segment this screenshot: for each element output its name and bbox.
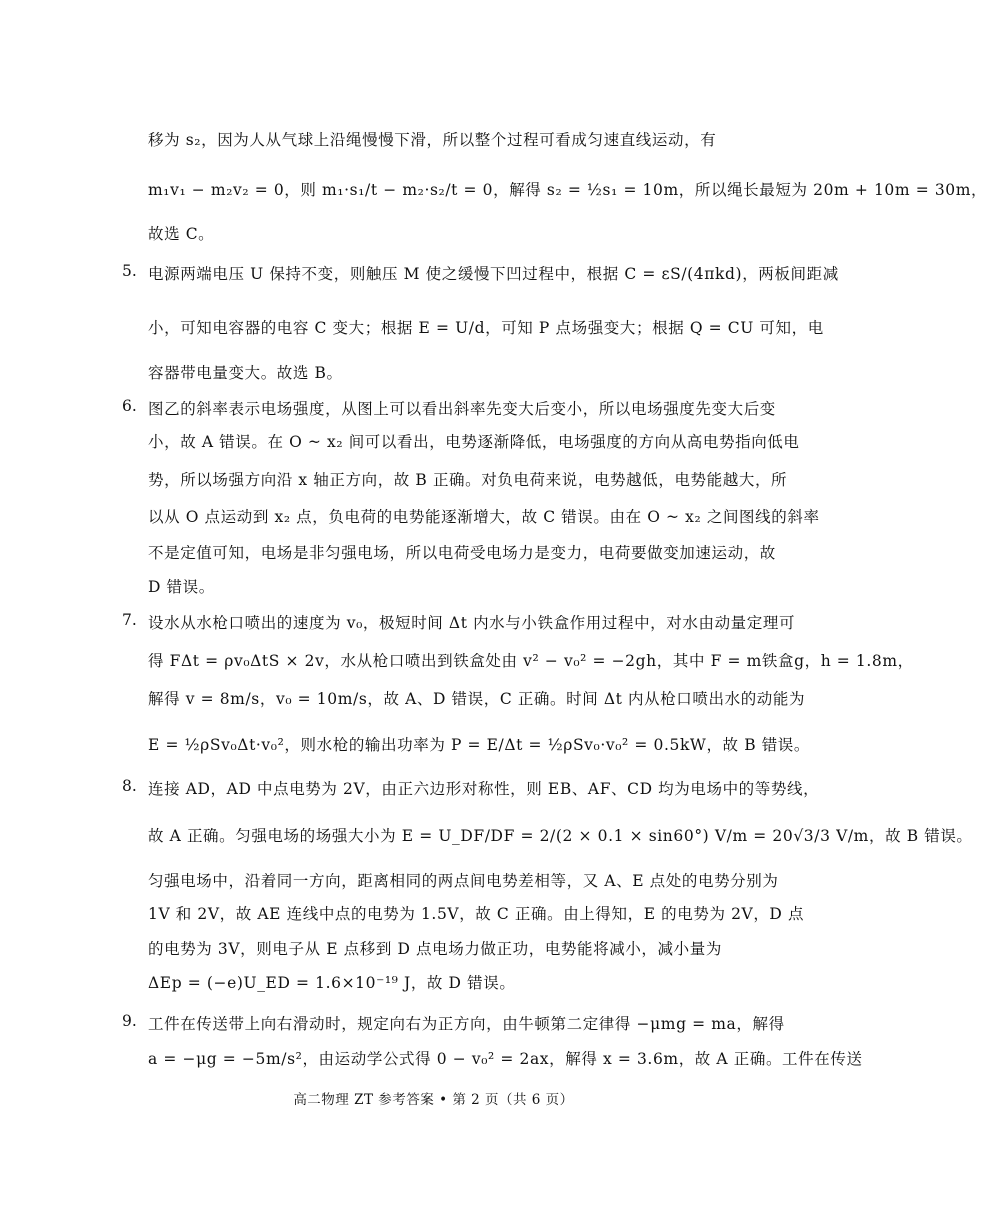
text-line: a = −μg = −5m/s²，由运动学公式得 0 − v₀² = 2ax，解得 x = 3.6m，故 A 正确。工件在传送 bbox=[148, 1050, 863, 1068]
text-line: 故选 C。 bbox=[148, 225, 215, 243]
text-line: 容器带电量变大。故选 B。 bbox=[148, 364, 343, 382]
item-number: 5. bbox=[122, 262, 137, 280]
text-line: 移为 s₂，因为人从气球上沿绳慢慢下滑，所以整个过程可看成匀速直线运动，有 bbox=[148, 131, 717, 149]
text-line: 的电势为 3V，则电子从 E 点移到 D 点电场力做正功，电势能将减小，减小量为 bbox=[148, 940, 722, 958]
text-line: 电源两端电压 U 保持不变，则触压 M 使之缓慢下凹过程中，根据 C = εS/(4πkd)，两板间距减 bbox=[148, 265, 839, 283]
page-footer: 高二物理 ZT 参考答案 • 第 2 页（共 6 页） bbox=[293, 1092, 574, 1108]
text-line: E = ½ρSv₀Δt·v₀²，则水枪的输出功率为 P = E/Δt = ½ρSv₀·v₀² = 0.5kW，故 B 错误。 bbox=[148, 736, 811, 754]
text-line: 故 A 正确。匀强电场的场强大小为 E = U_DF/DF = 2/(2 × 0.1 × sin60°) V/m = 20√3/3 V/m，故 B 错误。 bbox=[148, 827, 973, 845]
item-number: 9. bbox=[122, 1012, 137, 1030]
text-line: 设水从水枪口喷出的速度为 v₀，极短时间 Δt 内水与小铁盒作用过程中，对水由动量定理可 bbox=[148, 614, 796, 632]
text-line: m₁v₁ − m₂v₂ = 0，则 m₁·s₁/t − m₂·s₂/t = 0，解得 s₂ = ½s₁ = 10m，所以绳长最短为 20m + 10m = 30m， bbox=[148, 181, 987, 199]
text-line: 图乙的斜率表示电场强度，从图上可以看出斜率先变大后变小，所以电场强度先变大后变 bbox=[148, 400, 776, 418]
item-number: 6. bbox=[122, 397, 137, 415]
text-line: 得 FΔt = ρv₀ΔtS × 2v，水从枪口喷出到铁盒处由 v² − v₀² = −2gh，其中 F = m铁盒g，h = 1.8m， bbox=[148, 652, 914, 670]
text-line: 工件在传送带上向右滑动时，规定向右为正方向，由牛顿第二定律得 −μmg = ma，解得 bbox=[148, 1015, 785, 1033]
text-line: 匀强电场中，沿着同一方向，距离相同的两点间电势差相等，又 A、E 点处的电势分别为 bbox=[148, 872, 779, 890]
text-line: 1V 和 2V，故 AE 连线中点的电势为 1.5V，故 C 正确。由上得知，E 的电势为 2V，D 点 bbox=[148, 905, 805, 923]
text-line: ΔEp = (−e)U_ED = 1.6×10⁻¹⁹ J，故 D 错误。 bbox=[148, 974, 516, 992]
item-number: 7. bbox=[122, 611, 137, 629]
text-line: 小，故 A 错误。在 O ~ x₂ 间可以看出，电势逐渐降低，电场强度的方向从高电势指向低电 bbox=[148, 433, 800, 451]
text-line: 解得 v = 8m/s，v₀ = 10m/s，故 A、D 错误，C 正确。时间 Δt 内从枪口喷出水的动能为 bbox=[148, 690, 806, 708]
text-line: 小，可知电容器的电容 C 变大；根据 E = U/d，可知 P 点场强变大；根据 Q = CU 可知，电 bbox=[148, 319, 824, 337]
text-line: 不是定值可知，电场是非匀强电场，所以电荷受电场力是变力，电荷要做变加速运动，故 bbox=[148, 544, 776, 562]
item-number: 8. bbox=[122, 777, 137, 795]
text-line: 势，所以场强方向沿 x 轴正方向，故 B 正确。对负电荷来说，电势越低，电势能越大，所 bbox=[148, 471, 788, 489]
text-line: D 错误。 bbox=[148, 578, 215, 596]
text-line: 以从 O 点运动到 x₂ 点，负电荷的电势能逐渐增大，故 C 错误。由在 O ~ x₂ 之间图线的斜率 bbox=[148, 508, 820, 526]
text-line: 连接 AD，AD 中点电势为 2V，由正六边形对称性，则 EB、AF、CD 均为电场中的等势线， bbox=[148, 780, 820, 798]
